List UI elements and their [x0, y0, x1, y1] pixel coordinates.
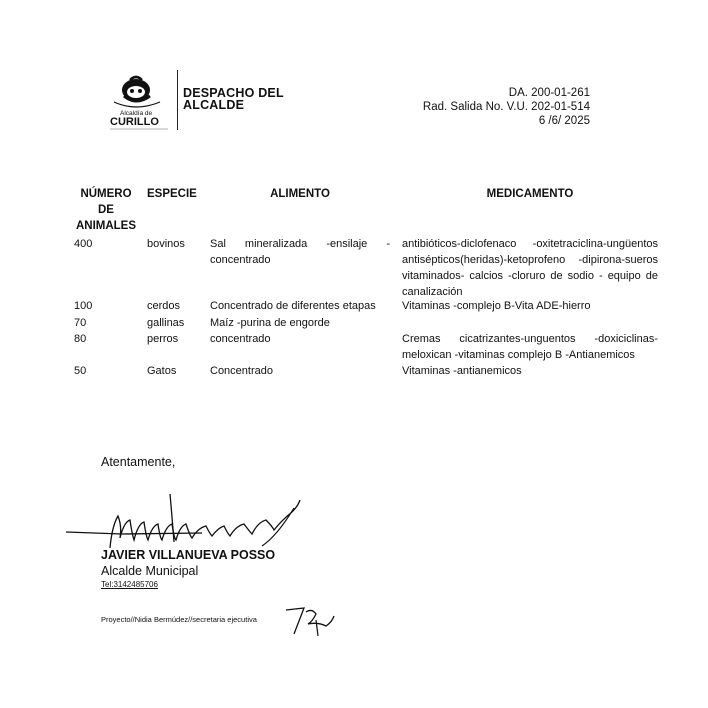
- row-2-medicamento: Vitaminas -complejo B-Vita ADE-hierro: [402, 300, 591, 312]
- document-references: [423, 86, 590, 128]
- office-line-2: ALCALDE: [183, 98, 245, 112]
- header-medicamento: MEDICAMENTO: [486, 188, 574, 200]
- row-5-especie: Gatos: [147, 365, 177, 377]
- doc-number: DA. 200-01-261: [508, 87, 590, 99]
- office-line-1: DESPACHO DEL: [183, 86, 284, 100]
- row-2-num: 100: [74, 300, 93, 312]
- row-4-medicamento: Cremas cicatrizantes-unguentos -doxiciclinas-meloxican -vitaminas complejo B -Antianemicos: [402, 333, 658, 361]
- header-especie: ESPECIE: [147, 188, 197, 200]
- header-num-line-2: DE: [98, 204, 114, 216]
- row-3-alimento: Maíz -purina de engorde: [210, 317, 330, 329]
- header-numero-animales: [72, 186, 140, 234]
- project-line: Proyecto//Nidia Bermúdez//secretaria ejecutiva: [101, 615, 257, 624]
- header-divider: [177, 70, 178, 130]
- signer-role: Alcalde Municipal: [101, 564, 199, 578]
- row-3-num: 70: [74, 317, 87, 329]
- handwritten-initials: [282, 600, 342, 640]
- row-5-alimento: Concentrado: [210, 365, 273, 377]
- row-4-especie: perros: [147, 333, 179, 345]
- office-title: [183, 87, 284, 111]
- signer-name: JAVIER VILLANUEVA POSSO: [101, 548, 276, 562]
- signer-phone: Tel:3142485706: [101, 580, 158, 589]
- header-num-line-3: ANIMALES: [75, 220, 137, 232]
- radicado-number: Rad. Salida No. V.U. 202-01-514: [422, 101, 590, 113]
- logo-small-text: Alcaldía de: [120, 110, 153, 117]
- row-4-num: 80: [74, 333, 87, 345]
- header-alimento: ALIMENTO: [270, 188, 330, 200]
- row-4-alimento: concentrado: [210, 333, 271, 345]
- closing-salutation: Atentamente,: [101, 455, 176, 469]
- logo-big-text: CURILLO: [110, 116, 159, 128]
- municipality-logo: [106, 72, 172, 132]
- doc-date: 6 /6/ 2025: [538, 115, 590, 127]
- row-5-medicamento: Vitaminas -antianemicos: [402, 365, 522, 377]
- row-1-alimento: Sal mineralizada -ensilaje - concentrado: [210, 238, 390, 266]
- row-1-especie: bovinos: [147, 238, 185, 250]
- row-3-especie: gallinas: [147, 317, 185, 329]
- row-2-alimento: Concentrado de diferentes etapas: [210, 300, 376, 312]
- row-2-especie: cerdos: [147, 300, 181, 312]
- row-5-num: 50: [74, 365, 87, 377]
- row-1-medicamento: antibióticos-diclofenaco -oxitetraciclina-ungüentos antisépticos(heridas)-ketoprofeno -dipirona-sueros vitaminados- calcios -cloruro de sodio - equipo de canalización: [402, 238, 658, 298]
- header-num-line-1: NÚMERO: [80, 188, 132, 200]
- row-1-num: 400: [74, 238, 93, 250]
- handwritten-signature: [62, 486, 312, 556]
